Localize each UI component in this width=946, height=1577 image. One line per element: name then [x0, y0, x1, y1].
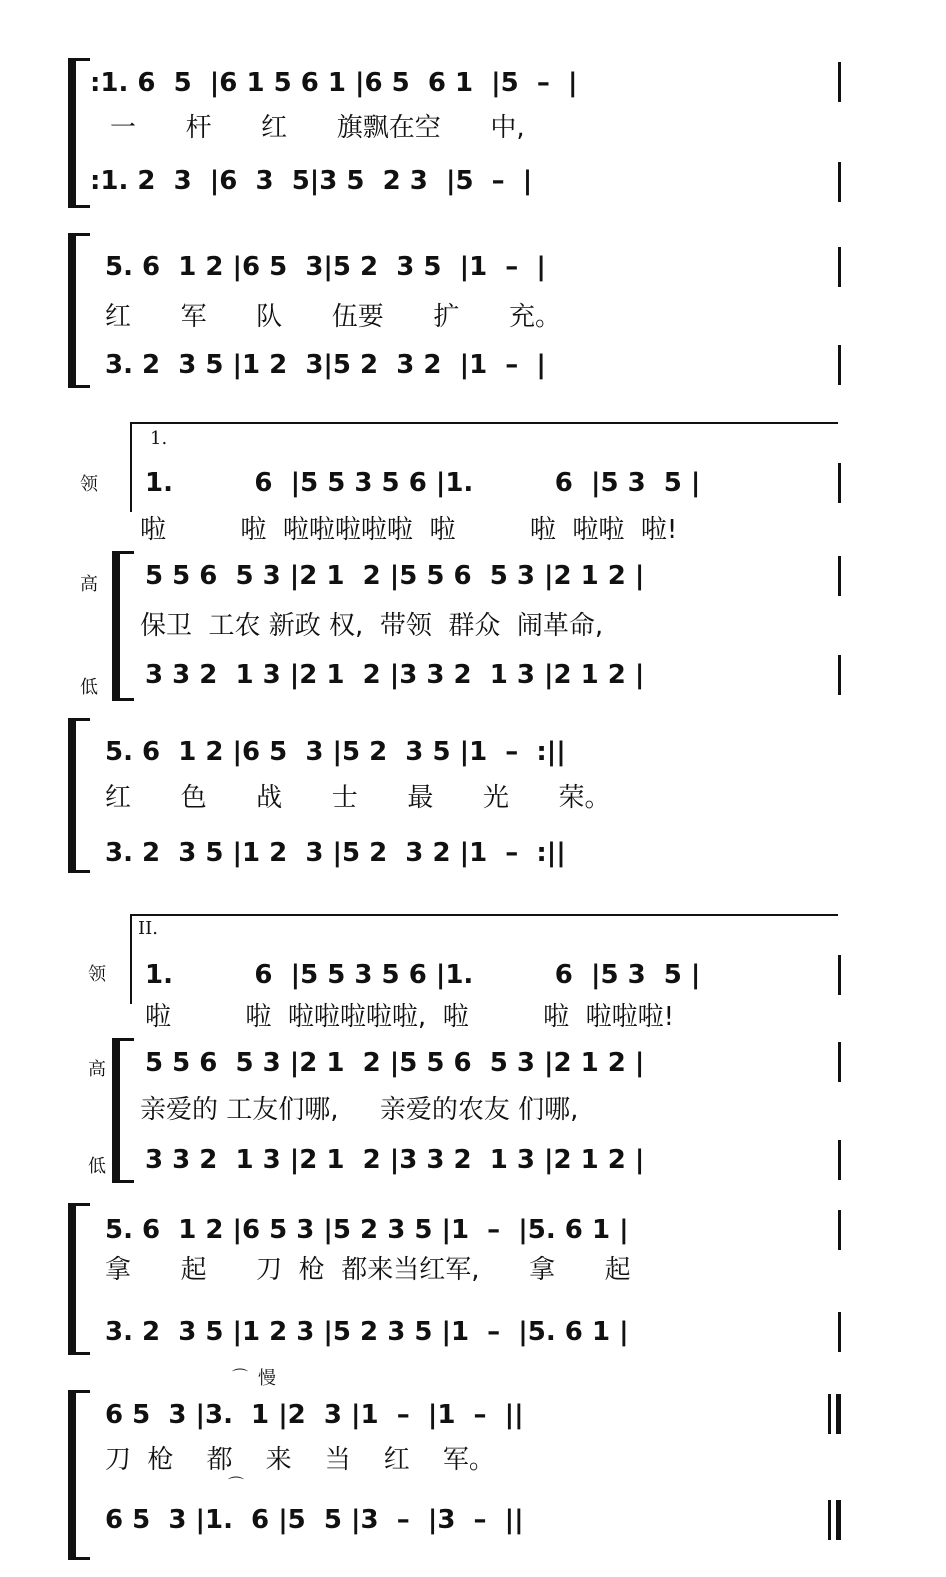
final-barline	[836, 1500, 841, 1540]
barline	[838, 655, 841, 695]
notation-row: :1. 6 5 |6 1 5 6 1 |6 5 6 1 |5 – |	[90, 68, 578, 98]
final-barline	[828, 1394, 831, 1434]
system-bracket	[68, 718, 76, 873]
notation-row: 6 5 3 |3. 1 |2 3 |1 – |1 – ||	[105, 1400, 524, 1430]
part-label-high: 高	[88, 1059, 106, 1080]
fermata-icon: ⌒	[232, 1367, 249, 1386]
part-label-lead: 领	[88, 964, 106, 985]
part-label-low: 低	[88, 1156, 106, 1177]
notation-row: 1. 6 |5 5 3 5 6 |1. 6 |5 3 5 |	[145, 960, 701, 990]
volta-label: 1.	[150, 428, 168, 449]
lyrics-row: 刀 枪 都 来 当 红 军。	[105, 1445, 495, 1475]
system-bracket-cap	[112, 551, 134, 554]
system-bracket-cap	[112, 698, 134, 701]
system-bracket-cap	[68, 718, 90, 721]
notation-row: 1. 6 |5 5 3 5 6 |1. 6 |5 3 5 |	[145, 468, 701, 498]
part-label-low: 低	[80, 677, 98, 698]
system-bracket	[68, 1390, 76, 1560]
system-bracket-cap	[68, 1352, 90, 1355]
system-bracket-cap	[112, 1038, 134, 1041]
system-7	[0, 1362, 946, 1572]
notation-row: 3. 2 3 5 |1 2 3 |5 2 3 2 |1 – :||	[105, 838, 566, 868]
barline	[838, 247, 841, 287]
barline	[838, 1312, 841, 1352]
barline	[838, 955, 841, 995]
system-6	[0, 1195, 946, 1365]
barline	[838, 1140, 841, 1180]
system-bracket	[68, 58, 76, 208]
system-bracket-cap	[68, 58, 90, 61]
volta-bracket	[130, 914, 838, 916]
system-bracket-cap	[68, 385, 90, 388]
system-bracket	[112, 551, 120, 701]
lyrics-row: 亲爱的 工友们哪, 亲爱的农友 们哪,	[140, 1095, 579, 1125]
system-bracket-cap	[112, 1180, 134, 1183]
lyrics-row: 红 色 战 士 最 光 荣。	[105, 783, 611, 813]
system-1	[0, 0, 946, 220]
notation-row: 5 5 6 5 3 |2 1 2 |5 5 6 5 3 |2 1 2 |	[145, 1048, 645, 1078]
tempo-marking: 慢	[258, 1368, 276, 1389]
notation-row: 3. 2 3 5 |1 2 3 |5 2 3 5 |1 – |5. 6 1 |	[105, 1317, 629, 1347]
lyrics-row: 啦 啦 啦啦啦啦啦, 啦 啦 啦啦啦!	[145, 1002, 675, 1032]
barline	[838, 463, 841, 503]
system-bracket-cap	[68, 233, 90, 236]
system-bracket-cap	[68, 205, 90, 208]
notation-row: 5. 6 1 2 |6 5 3 |5 2 3 5 |1 – :||	[105, 737, 566, 767]
barline	[838, 62, 841, 102]
part-label-high: 高	[80, 574, 98, 595]
system-bracket	[68, 233, 76, 388]
notation-row: 5 5 6 5 3 |2 1 2 |5 5 6 5 3 |2 1 2 |	[145, 561, 645, 591]
barline	[838, 162, 841, 202]
lyrics-row: 红 军 队 伍要 扩 充。	[105, 302, 561, 332]
lyrics-row: 一 杆 红 旗飘在空 中,	[110, 113, 525, 143]
notation-row: 3 3 2 1 3 |2 1 2 |3 3 2 1 3 |2 1 2 |	[145, 1145, 645, 1175]
system-2	[0, 225, 946, 395]
system-bracket-cap	[68, 1203, 90, 1206]
final-barline	[828, 1500, 831, 1540]
notation-row: 3. 2 3 5 |1 2 3|5 2 3 2 |1 – |	[105, 350, 546, 380]
notation-row: 5. 6 1 2 |6 5 3 |5 2 3 5 |1 – |5. 6 1 |	[105, 1215, 629, 1245]
barline	[838, 1042, 841, 1082]
system-bracket-cap	[68, 1557, 90, 1560]
lyrics-row: 拿 起 刀 枪 都来当红军, 拿 起	[105, 1255, 631, 1285]
volta-bracket	[130, 914, 132, 1004]
part-label-lead: 领	[80, 474, 98, 495]
system-bracket-cap	[68, 870, 90, 873]
notation-row: 6 5 3 |1. 6 |5 5 |3 – |3 – ||	[105, 1505, 524, 1535]
barline	[838, 1210, 841, 1250]
system-3	[0, 418, 946, 708]
system-bracket-cap	[68, 1390, 90, 1393]
lyrics-row: 啦 啦 啦啦啦啦啦 啦 啦 啦啦 啦!	[140, 515, 678, 545]
barline	[838, 345, 841, 385]
system-4	[0, 710, 946, 880]
system-5	[0, 910, 946, 1195]
notation-row: :1. 2 3 |6 3 5|3 5 2 3 |5 – |	[90, 166, 533, 196]
final-barline	[836, 1394, 841, 1434]
volta-bracket	[130, 422, 132, 512]
notation-row: 3 3 2 1 3 |2 1 2 |3 3 2 1 3 |2 1 2 |	[145, 660, 645, 690]
barline	[838, 556, 841, 596]
lyrics-row: 保卫 工农 新政 权, 带领 群众 闹革命,	[140, 611, 604, 641]
volta-label: II.	[138, 918, 158, 939]
system-bracket	[68, 1203, 76, 1355]
notation-row: 5. 6 1 2 |6 5 3|5 2 3 5 |1 – |	[105, 252, 546, 282]
volta-bracket	[130, 422, 838, 424]
system-bracket	[112, 1038, 120, 1183]
fermata-icon: ⌒	[228, 1475, 245, 1494]
